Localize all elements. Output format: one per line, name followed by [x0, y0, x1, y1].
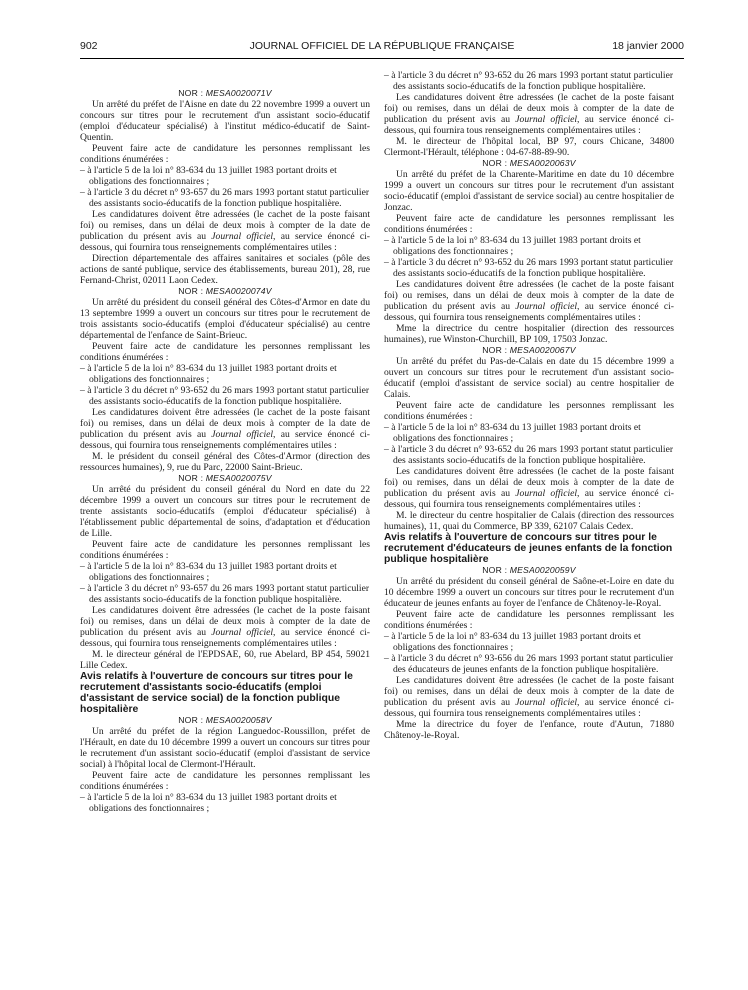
conditions-text: Peuvent faire acte de candidature les personnes remplissant les conditions énumérées :	[384, 400, 674, 422]
notice-intro: Un arrêté du préfet de la Charente-Maritime en date du 10 décembre 1999 a ouvert un concours sur titres pour le recrutement d'un assistant socio-éducatif (emploi d'assistant de service social) au centre hospitalier de Jonzac.	[384, 169, 674, 213]
section-heading: Avis relatifs à l'ouverture de concours sur titres pour le recrutement d'assistants socio-éducatifs (emploi d'assistant de service social) de la fonction publique hospitalière	[80, 671, 353, 715]
page-number: 902	[80, 40, 98, 52]
conditions-text: Peuvent faire acte de candidature les personnes remplissant les conditions énumérées :	[80, 770, 370, 792]
conditions-text: Peuvent faire acte de candidature les personnes remplissant les conditions énumérées :	[384, 609, 674, 631]
section-heading: Avis relatifs à l'ouverture de concours sur titres pour le recrutement d'éducateurs de jeunes enfants de la fonction publique hospitalière	[384, 532, 673, 565]
contact-address: M. le directeur du centre hospitalier de Calais (direction des ressources humaines), 11, quai du Commerce, BP 339, 62107 Calais Cedex.	[384, 510, 674, 532]
condition-item: – à l'article 5 de la loi n° 83-634 du 13 juillet 1983 portant droits et obligations des fonctionnaires ;	[80, 363, 337, 385]
nor-reference: NOR : MESA0020074V	[178, 286, 272, 296]
contact-address: M. le directeur général de l'EPDSAE, 60, rue Abelard, BP 454, 59021 Lille Cedex.	[80, 649, 370, 671]
nor-reference: NOR : MESA0020071V	[178, 88, 272, 98]
notice-intro: Un arrêté du président du conseil général de Saône-et-Loire en date du 10 décembre 1999 a ouvert un concours sur titres pour le recrutement d'un éducateur de jeunes enfants au foyer de l'enfance de Châtenoy-le-Royal.	[384, 576, 674, 609]
issue-date: 18 janvier 2000	[612, 40, 684, 52]
condition-item: – à l'article 5 de la loi n° 83-634 du 13 juillet 1983 portant droits et obligations des fonctionnaires ;	[384, 235, 641, 257]
candidature-text: Les candidatures doivent être adressées (le cachet de la poste faisant foi) ou remises, dans un délai de deux mois à compter de la date de publication du présent avis au Journal officiel, au service énoncé ci-dessous, qui fournira tous renseignements complémentaires utiles :	[80, 605, 370, 649]
condition-item: – à l'article 3 du décret n° 93-657 du 26 mars 1993 portant statut particulier des assistants socio-éducatifs de la fonction publique hospitalière.	[80, 583, 370, 605]
nor-reference: NOR : MESA0020067V	[482, 345, 576, 355]
conditions-text: Peuvent faire acte de candidature les personnes remplissant les conditions énumérées :	[80, 341, 370, 363]
right-column	[384, 70, 674, 741]
candidature-text: Les candidatures doivent être adressées (le cachet de la poste faisant foi) ou remises, dans un délai de deux mois à compter de la date de publication du présent avis au Journal officiel, au service énoncé ci-dessous, qui fournira tous renseignements complémentaires utiles :	[80, 407, 370, 451]
nor-reference: NOR : MESA0020059V	[482, 565, 576, 575]
notice-intro: Un arrêté du président du conseil général des Côtes-d'Armor en date du 13 septembre 1999 a ouvert un concours sur titres pour le recrutement de trois assistants socio-éducatifs (emploi d'éducateur spécialisé) au centre départemental de l'enfance de Saint-Brieuc.	[80, 297, 370, 341]
candidature-text: Les candidatures doivent être adressées (le cachet de la poste faisant foi) ou remises, dans un délai de deux mois à compter de la date de publication du présent avis au Journal officiel, au service énoncé ci-dessous, qui fournira tous renseignements complémentaires utiles :	[384, 279, 674, 323]
condition-item: – à l'article 3 du décret n° 93-652 du 26 mars 1993 portant statut particulier des assistants socio-éducatifs de la fonction publique hospitalière.	[384, 257, 674, 279]
condition-item: – à l'article 5 de la loi n° 83-634 du 13 juillet 1983 portant droits et obligations des fonctionnaires ;	[80, 165, 337, 187]
header-rule	[80, 58, 684, 59]
nor-reference: NOR : MESA0020058V	[178, 715, 272, 725]
condition-item: – à l'article 5 de la loi n° 83-634 du 13 juillet 1983 portant droits et obligations des fonctionnaires ;	[80, 561, 337, 583]
page-header	[80, 40, 684, 58]
contact-address: Mme la directrice du foyer de l'enfance, route d'Autun, 71880 Châtenoy-le-Royal.	[384, 719, 674, 741]
conditions-text: Peuvent faire acte de candidature les personnes remplissant les conditions énumérées :	[80, 539, 370, 561]
contact-address: Mme la directrice du centre hospitalier (direction des ressources humaines), rue Winston-Churchill, BP 109, 17503 Jonzac.	[384, 323, 674, 345]
nor-reference: NOR : MESA0020063V	[482, 158, 576, 168]
condition-item: – à l'article 3 du décret n° 93-652 du 26 mars 1993 portant statut particulier des assistants socio-éducatifs de la fonction publique hospitalière.	[384, 70, 674, 92]
contact-address: M. le président du conseil général des Côtes-d'Armor (direction des ressources humaines), 9, rue du Parc, 22000 Saint-Brieuc.	[80, 451, 370, 473]
conditions-text: Peuvent faire acte de candidature les personnes remplissant les conditions énumérées :	[384, 213, 674, 235]
notice-intro: Un arrêté du préfet de la région Languedoc-Roussillon, préfet de l'Hérault, en date du 10 décembre 1999 a ouvert un concours sur titres pour le recrutement d'un assistant socio-éducatif (emploi d'assistant de service social) à l'hôpital local de Clermont-l'Hérault.	[80, 726, 370, 770]
condition-item: – à l'article 3 du décret n° 93-652 du 26 mars 1993 portant statut particulier des assistants socio-éducatifs de la fonction publique hospitalière.	[80, 385, 370, 407]
candidature-text: Les candidatures doivent être adressées (le cachet de la poste faisant foi) ou remises, dans un délai de deux mois à compter de la date de publication du présent avis au Journal officiel, au service énoncé ci-dessous, qui fournira tous renseignements complémentaires utiles :	[80, 209, 370, 253]
notice-intro: Un arrêté du préfet du Pas-de-Calais en date du 15 décembre 1999 a ouvert un concours sur titres pour le recrutement d'un assistant socio-éducatif (emploi d'assistant de service social) au centre hospitalier de Calais.	[384, 356, 674, 400]
notice-intro: Un arrêté du président du conseil général du Nord en date du 22 décembre 1999 a ouvert un concours sur titres pour le recrutement de trente assistants socio-éducatifs (emploi d'éducateur spécialisé) à l'établissement public départemental de soins, d'adaptation et d'éducation de Lille.	[80, 484, 370, 539]
conditions-text: Peuvent faire acte de candidature les personnes remplissant les conditions énumérées :	[80, 143, 370, 165]
candidature-text: Les candidatures doivent être adressées (le cachet de la poste faisant foi) ou remises, dans un délai de deux mois à compter de la date de publication du présent avis au Journal officiel, au service énoncé ci-dessous, qui fournira tous renseignements complémentaires utiles :	[384, 92, 674, 136]
candidature-text: Les candidatures doivent être adressées (le cachet de la poste faisant foi) ou remises, dans un délai de deux mois à compter de la date de publication du présent avis au Journal officiel, au service énoncé ci-dessous, qui fournira tous renseignements complémentaires utiles :	[384, 675, 674, 719]
condition-item: – à l'article 5 de la loi n° 83-634 du 13 juillet 1983 portant droits et obligations des fonctionnaires ;	[384, 631, 641, 653]
condition-item: – à l'article 5 de la loi n° 83-634 du 13 juillet 1983 portant droits et obligations des fonctionnaires ;	[384, 422, 641, 444]
contact-address: M. le directeur de l'hôpital local, BP 97, cours Chicane, 34800 Clermont-l'Hérault, téléphone : 04-67-88-89-90.	[384, 136, 674, 158]
condition-item: – à l'article 3 du décret n° 93-652 du 26 mars 1993 portant statut particulier des assistants socio-éducatifs de la fonction publique hospitalière.	[384, 444, 674, 466]
journal-title: JOURNAL OFFICIEL DE LA RÉPUBLIQUE FRANÇAISE	[249, 40, 515, 52]
condition-item: – à l'article 3 du décret n° 93-656 du 26 mars 1993 portant statut particulier des éducateurs de jeunes enfants de la fonction publique hospitalière.	[384, 653, 674, 675]
condition-item: – à l'article 5 de la loi n° 83-634 du 13 juillet 1983 portant droits et obligations des fonctionnaires ;	[80, 792, 337, 814]
candidature-text: Les candidatures doivent être adressées (le cachet de la poste faisant foi) ou remises, dans un délai de deux mois à compter de la date de publication du présent avis au Journal officiel, au service énoncé ci-dessous, qui fournira tous renseignements complémentaires utiles :	[384, 466, 674, 510]
nor-reference: NOR : MESA0020075V	[178, 473, 272, 483]
condition-item: – à l'article 3 du décret n° 93-657 du 26 mars 1993 portant statut particulier des assistants socio-éducatifs de la fonction publique hospitalière.	[80, 187, 370, 209]
left-column	[80, 88, 370, 814]
notice-intro: Un arrêté du préfet de l'Aisne en date du 22 novembre 1999 a ouvert un concours sur titres pour le recrutement d'un assistant socio-éducatif (emploi d'éducateur spécialisé) à l'institut médico-éducatif de Saint-Quentin.	[80, 99, 370, 143]
contact-address: Direction départementale des affaires sanitaires et sociales (pôle des actions de santé publique, service des établissements, bureau 201), 28, rue Fernand-Christ, 02011 Laon Cedex.	[80, 253, 370, 286]
